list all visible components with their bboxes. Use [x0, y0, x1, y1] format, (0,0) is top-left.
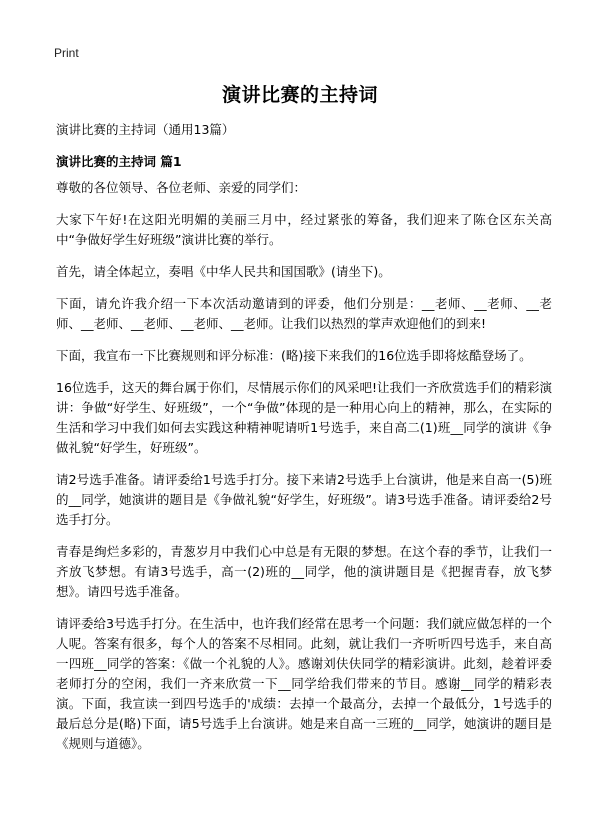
paragraph-greeting: 尊敬的各位领导、各位老师、亲爱的同学们：	[56, 180, 307, 195]
paragraph-contestant-3: 青春是绚烂多彩的，青葱岁月中我们心中总是有无限的梦想。在这个春的季节，让我们一齐放飞梦想。有请3号选手，高一(2)班的__同学，他的演讲题目是《把握青春，放飞梦想》。请四号选手准备。	[56, 544, 552, 599]
paragraph-rules: 下面，我宣布一下比赛规则和评分标准：(略)接下来我们的16位选手即将炫酷登场了。	[56, 348, 532, 363]
paragraph-contestant-2: 请2号选手准备。请评委给1号选手打分。接下来请2号选手上台演讲，他是来自高一(5)班的__同学，她演讲的题目是《争做礼貌“好学生，好班级”。请3号选手准备。请评委给2号选手打分。	[56, 472, 552, 527]
page-title: 演讲比赛的主持词	[221, 84, 378, 106]
paragraph-opening: 大家下午好!在这阳光明媚的美丽三月中，经过紧张的筹备，我们迎来了陈仓区东关高中“争做好学生好班级”演讲比赛的举行。	[56, 212, 552, 247]
paragraph-contestant-1: 16位选手，这天的舞台属于你们，尽情展示你们的风采吧!让我们一齐欣赏选手们的精彩演讲：争做“好学生、好班级”，一个“争做”体现的是一种用心向上的精神，那么，在实际的生活和学习中我们如何去实践这种精神呢请听1号选手，来自高二(1)班__同学的演讲《争做礼貌“好学生，好班级”。	[56, 380, 552, 455]
paragraph-judges: 下面，请允许我介绍一下本次活动邀请到的评委，他们分别是：__老师、__老师、__老师、__老师、__老师、__老师、__老师。让我们以热烈的掌声欢迎他们的到来!	[56, 296, 552, 331]
section-heading: 演讲比赛的主持词 篇1	[56, 154, 182, 169]
print-link[interactable]: Print	[54, 46, 79, 60]
document-subtitle: 演讲比赛的主持词（通用13篇）	[56, 122, 235, 137]
document-body	[56, 178, 552, 766]
paragraph-anthem: 首先，请全体起立，奏唱《中华人民共和国国歌》(请坐下)。	[56, 264, 391, 279]
paragraph-contestant-4-5: 请评委给3号选手打分。在生活中，也许我们经常在思考一个问题：我们就应做怎样的一个人呢。答案有很多，每个人的答案不尽相同。此刻，就让我们一齐听听四号选手，来自高一四班__同学的答案：《做一个礼貌的人》。感谢刘伕伕同学的精彩演讲。此刻，趁着评委老师打分的空闲，我们一齐来欣赏一下__同学给我们带来的节目。感谢__同学的精彩表演。下面，我宣读一到四号选手的'成绩：去掉一个最高分，去掉一个最低分，1号选手的最后总分是(略)下面，请5号选手上台演讲。她是来自高一三班的__同学，她演讲的题目是《规则与道德》。	[56, 616, 552, 751]
